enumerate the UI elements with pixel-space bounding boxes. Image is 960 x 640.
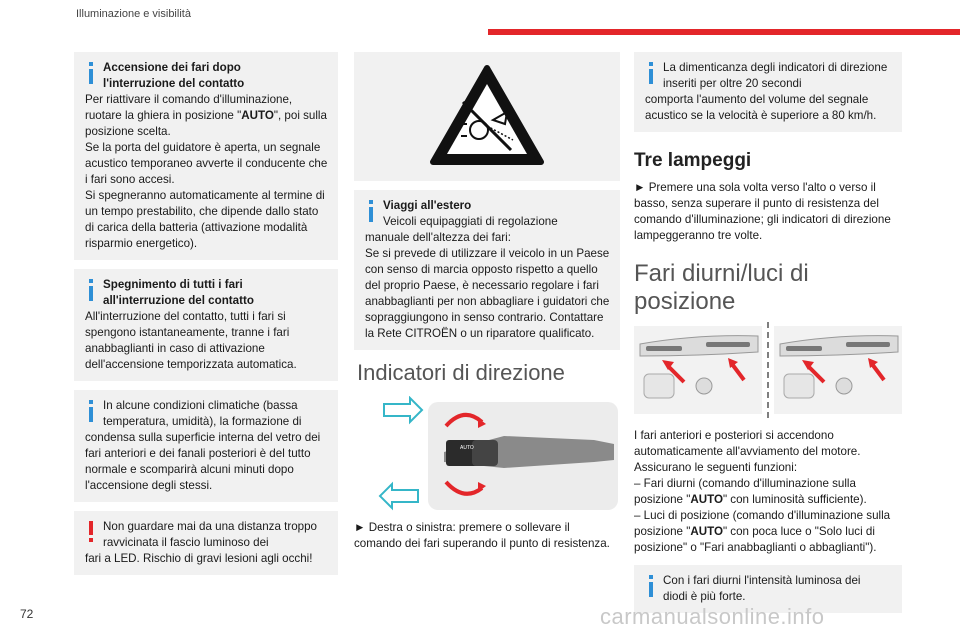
note-title-cont: all'interruzione del contatto [103, 294, 254, 307]
turn-indicator-instruction: ► Destra o sinistra: premere o sollevare il comando dei fari superando il punto di resistenza. [354, 521, 610, 550]
section-title: Illuminazione e visibilità [76, 8, 191, 20]
column-right [634, 52, 902, 622]
warning-first-line: Non guardare mai da una distanza troppo ravvicinata il fascio luminoso dei [103, 520, 317, 549]
note-body-2: Se la porta del guidatore è aperta, un segnale acustico temporaneo avverte il conducente che i fari sono accesi. [85, 141, 328, 186]
headlight-warning-figure [354, 52, 620, 181]
note-box-headlight-after-ignition [74, 52, 338, 260]
note-title: Viaggi all'estero [383, 199, 472, 212]
note-body: All'interruzione del contatto, tutti i fari si spengono istantaneamente, tranne i fari anabbaglianti in caso di attivazione dell'accensione temporizzata automatica. [85, 310, 297, 371]
daytime-lights-figure [634, 322, 902, 422]
auto-label: AUTO [460, 445, 474, 451]
note-body-2: Se si prevede di utilizzare il veicolo in un Paese con senso di marcia opposto rispetto a quello del proprio Paese, è necessario regolare i fari anabbaglianti per non abbagliare i guidatori che sopraggiungono in senso contrario. Contattare la Rete CITROËN o un riparatore qualificato. [365, 247, 610, 340]
note-first-line: Con i fari diurni l'intensità luminosa dei [663, 574, 861, 587]
note-first-line: Veicoli equipaggiati di regolazione [383, 215, 558, 228]
info-icon [86, 400, 98, 430]
note-body: condensa sulla superficie interna del vetro dei fari anteriori e dei fanali posteriori è del tutto normale e scomparirà alcuni minuti dopo l'accensione degli stessi. [85, 431, 321, 492]
section-accent-bar [488, 29, 960, 35]
note-title: Accensione dei fari dopo [103, 61, 241, 74]
note-box-travel-abroad [354, 190, 620, 350]
note-body-3: Si spegneranno automaticamente al termine di un tempo prestabilito, che dipende dallo stato di carica della batteria (attivazione modalità risparmio energetico). [85, 189, 325, 250]
turn-stalk-figure [354, 396, 620, 514]
note-box-condensation [74, 390, 338, 502]
heading-turn-indicators: Indicatori di direzione [357, 360, 565, 385]
note-title: Spegnimento di tutti i fari [103, 278, 243, 291]
warning-box-led [74, 511, 338, 575]
no-headlight-adjust-icon [427, 62, 547, 172]
note-body: manuale dell'altezza dei fari: [365, 231, 511, 244]
daytime-lights-item-1: – Fari diurni (comando d'illuminazione sulla posizione "AUTO" con luminosità sufficiente). [634, 477, 867, 506]
arrow-right-icon [384, 398, 422, 422]
column-middle [354, 52, 620, 552]
info-icon [86, 279, 98, 309]
column-left [74, 52, 338, 584]
watermark: carmanualsonline.info [600, 604, 825, 629]
note-first-line: In alcune condizioni climatiche (bassa temperatura, umidità), la formazione di [103, 399, 302, 428]
page-number: 72 [20, 607, 34, 621]
info-icon [646, 575, 658, 605]
note-first-line: La dimenticanza degli indicatori di direzione inseriti per oltre 20 secondi [663, 61, 888, 90]
daytime-lights-para-1: I fari anteriori e posteriori si accendono automaticamente all'avviamento del motore. [634, 429, 861, 458]
note-box-indicator-reminder [634, 52, 902, 132]
arrow-left-icon [380, 484, 418, 508]
info-icon [86, 62, 98, 92]
daytime-lights-item-2: – Luci di posizione (comando d'illuminazione sulla posizione "AUTO" con poca luce o "Solo luci di posizione" o "Fari anabbaglianti o abbaglianti"). [634, 509, 891, 554]
note-body: diodi è più forte. [663, 590, 746, 603]
three-flashes-instruction: ► Premere una sola volta verso l'alto o verso il basso, senza superare il punto di resistenza del comando d'illuminazione; gli indicatori di direzione lampeggeranno tre volte. [634, 181, 891, 242]
daytime-lights-para-2: Assicurano le seguenti funzioni: [634, 461, 798, 474]
warning-icon [86, 521, 98, 551]
heading-three-flashes: Tre lampeggi [634, 150, 752, 171]
warning-body: fari a LED. Rischio di gravi lesioni agli occhi! [85, 552, 313, 565]
heading-daytime-lights: Fari diurni/luci di posizione [634, 260, 809, 315]
note-title-cont: l'interruzione del contatto [103, 77, 245, 90]
info-icon [646, 62, 658, 92]
note-body: comporta l'aumento del volume del segnale acustico se la velocità è superiore a 80 km/h. [645, 93, 877, 122]
note-body: Per riattivare il comando d'illuminazione, ruotare la ghiera in posizione "AUTO", poi sulla posizione scelta. [85, 93, 327, 138]
note-box-lights-off [74, 269, 338, 381]
info-icon [366, 200, 378, 230]
